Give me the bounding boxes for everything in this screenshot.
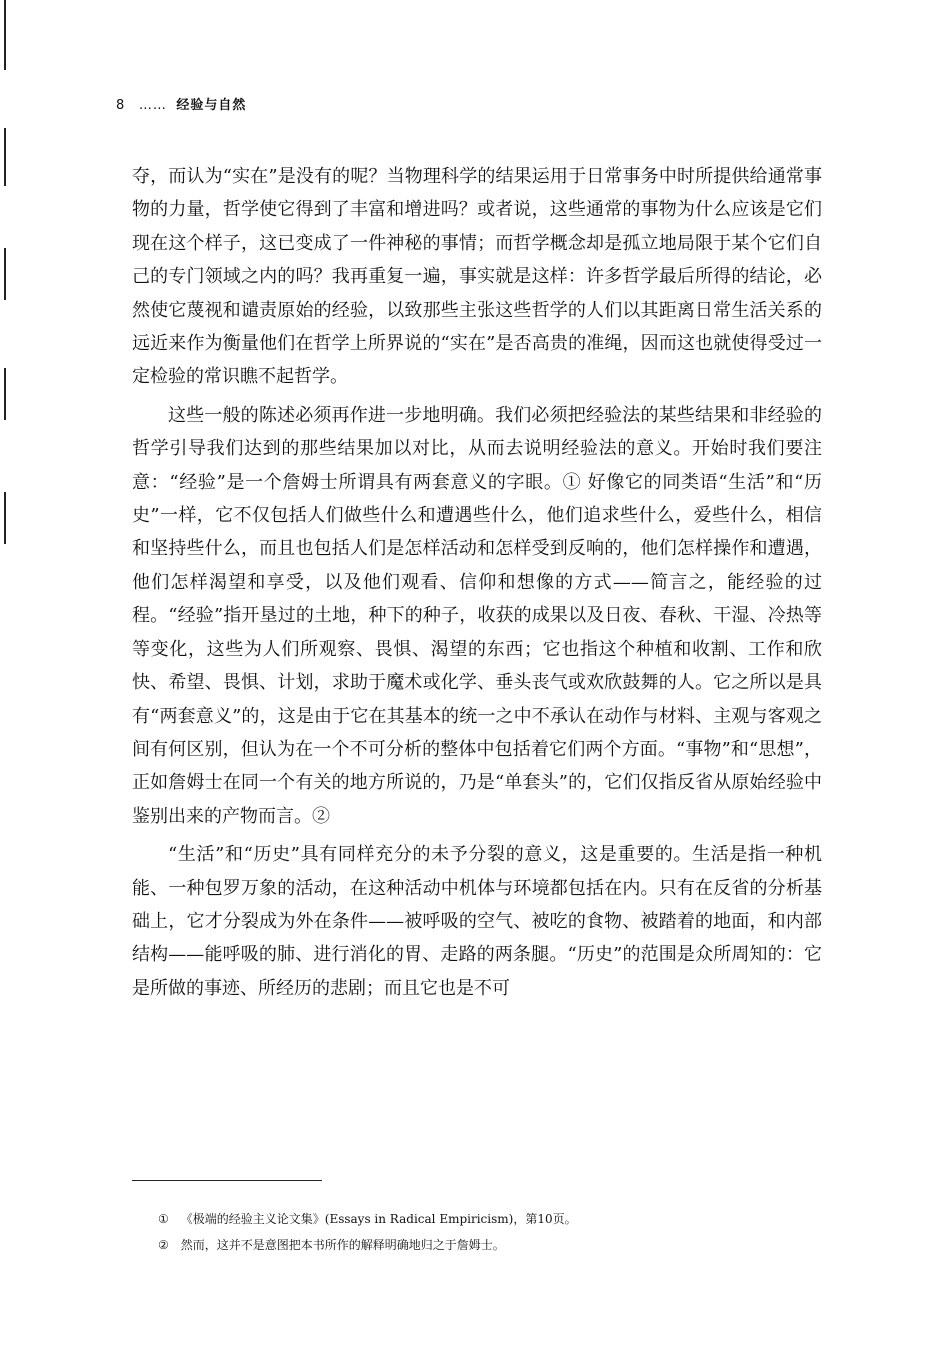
paragraph: “生活”和“历史”具有同样充分的未予分裂的意义，这是重要的。生活是指一种机能、一种包罗万象的活动，在这种活动中机体与环境都包括在内。只有在反省的分析基础上，它才分裂成为外在条件——被呼吸的空气、被吃的食物、被踏着的地面，和内部结构——能呼吸的肺、进行消化的胃、走路的两条腿。“历史”的范围是众所周知的：它是所做的事迹、所经历的悲剧；而且它也是不可 [132, 844, 822, 999]
footnote [158, 1232, 798, 1258]
scan-edge-mark [4, 492, 6, 544]
footnote-mark: ② [158, 1238, 169, 1252]
scan-edge-mark [4, 368, 6, 420]
scan-edge-mark [4, 0, 6, 70]
footnote-text: 《极端的经验主义论文集》(Essays in Radical Empiricism)，第10页。 [180, 1212, 577, 1226]
running-header [116, 94, 246, 113]
footnote [158, 1206, 798, 1232]
scan-edge-mark [4, 248, 6, 300]
body-text [132, 160, 822, 1010]
footnote-mark: ① [158, 1212, 169, 1226]
paragraph: 夺，而认为“实在”是没有的呢？当物理科学的结果运用于日常事务中时所提供给通常事物的力量，哲学使它得到了丰富和增进吗？或者说，这些通常的事物为什么应该是它们现在这个样子，这已变成了一件神秘的事情；而哲学概念却是孤立地局限于某个它们自己的专门领域之内的吗？我再重复一遍，事实就是这样：许多哲学最后所得的结论，必然使它蔑视和谴责原始的经验，以致那些主张这些哲学的人们以其距离日常生活关系的远近来作为衡量他们在哲学上所界说的“实在”是否高贵的准绳，因而这也就使得受过一定检验的常识瞧不起哲学。 [132, 166, 822, 388]
footnote-text: 然而，这并不是意图把本书所作的解释明确地归之于詹姆士。 [180, 1238, 505, 1252]
book-title: 经验与自然 [176, 98, 247, 113]
header-dots: …… [138, 98, 167, 113]
footnotes [158, 1206, 798, 1258]
scan-edge-mark [4, 128, 6, 186]
paragraph: 这些一般的陈述必须再作进一步地明确。我们必须把经验法的某些结果和非经验的哲学引导我们达到的那些结果加以对比，从而去说明经验法的意义。开始时我们要注意：“经验”是一个詹姆士所谓具有两套意义的字眼。① 好像它的同类语“生活”和“历史”一样，它不仅包括人们做些什么和遭遇些什么，他们追求些什么，爱些什么，相信和坚持些什么，而且也包括人们是怎样活动和怎样受到反响的，他们怎样操作和遭遇，他们怎样渴望和享受，以及他们观看、信仰和想像的方式——简言之，能经验的过程。“经验”指开垦过的土地，种下的种子，收获的成果以及日夜、春秋、干湿、冷热等等变化，这些为人们所观察、畏惧、渴望的东西；它也指这个种植和收割、工作和欣快、希望、畏惧、计划，求助于魔术或化学、垂头丧气或欢欣鼓舞的人。它之所以是具有“两套意义”的，这是由于它在其基本的统一之中不承认在动作与材料、主观与客观之间有何区别，但认为在一个不可分析的整体中包括着它们两个方面。“事物”和“思想”，正如詹姆士在同一个有关的地方所说的，乃是“单套头”的，它们仅指反省从原始经验中鉴别出来的产物而言。② [132, 404, 822, 827]
page-number: 8 [116, 98, 126, 113]
footnote-rule [132, 1180, 322, 1181]
